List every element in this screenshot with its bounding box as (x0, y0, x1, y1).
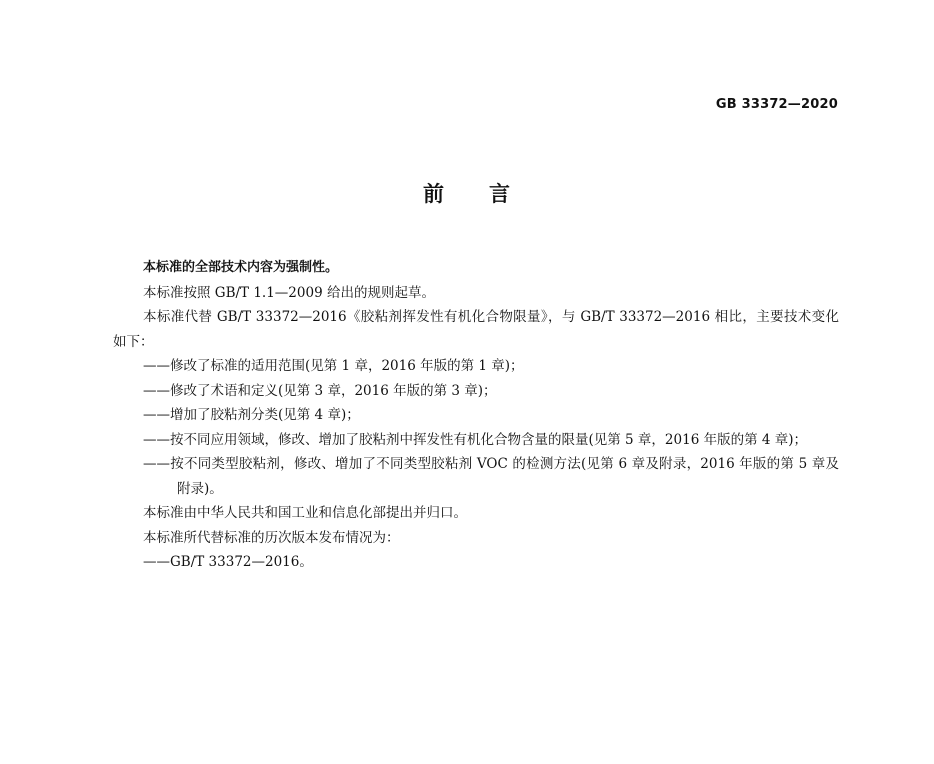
proposer-paragraph: 本标准由中华人民共和国工业和信息化部提出并归口。 (143, 505, 467, 521)
change-item-classification: ——增加了胶粘剂分类(见第 4 章)； (143, 407, 360, 423)
standard-code: GB 33372—2020 (715, 97, 838, 112)
history-item: ——GB/T 33372—2016。 (143, 554, 313, 570)
change-item-scope: ——修改了标准的适用范围(见第 1 章，2016 年版的第 1 章)； (143, 358, 524, 374)
history-intro-paragraph: 本标准所代替标准的历次版本发布情况为： (143, 529, 400, 546)
foreword-body (113, 256, 839, 575)
change-item-limits: ——按不同应用领域，修改、增加了胶粘剂中挥发性有机化合物含量的限量(见第 5 章，2016 年版的第 4 章)； (143, 431, 808, 448)
mandatory-statement: 本标准的全部技术内容为强制性。 (143, 260, 339, 275)
change-item-terms: ——修改了术语和定义(见第 3 章，2016 年版的第 3 章)； (143, 382, 497, 399)
drafting-rules-paragraph: 本标准按照 GB/T 1.1—2009 给出的规则起草。 (143, 284, 435, 301)
change-item-test-methods: ——按不同类型胶粘剂，修改、增加了不同类型胶粘剂 VOC 的检测方法(见第 6 章及附录，2016 年版的第 5 章及附录)。 (143, 456, 839, 497)
page-title: 前 言 (423, 182, 511, 206)
replacement-paragraph: 本标准代替 GB/T 33372—2016《胶粘剂挥发性有机化合物限量》，与 GB/T 33372—2016 相比，主要技术变化如下： (113, 309, 839, 350)
